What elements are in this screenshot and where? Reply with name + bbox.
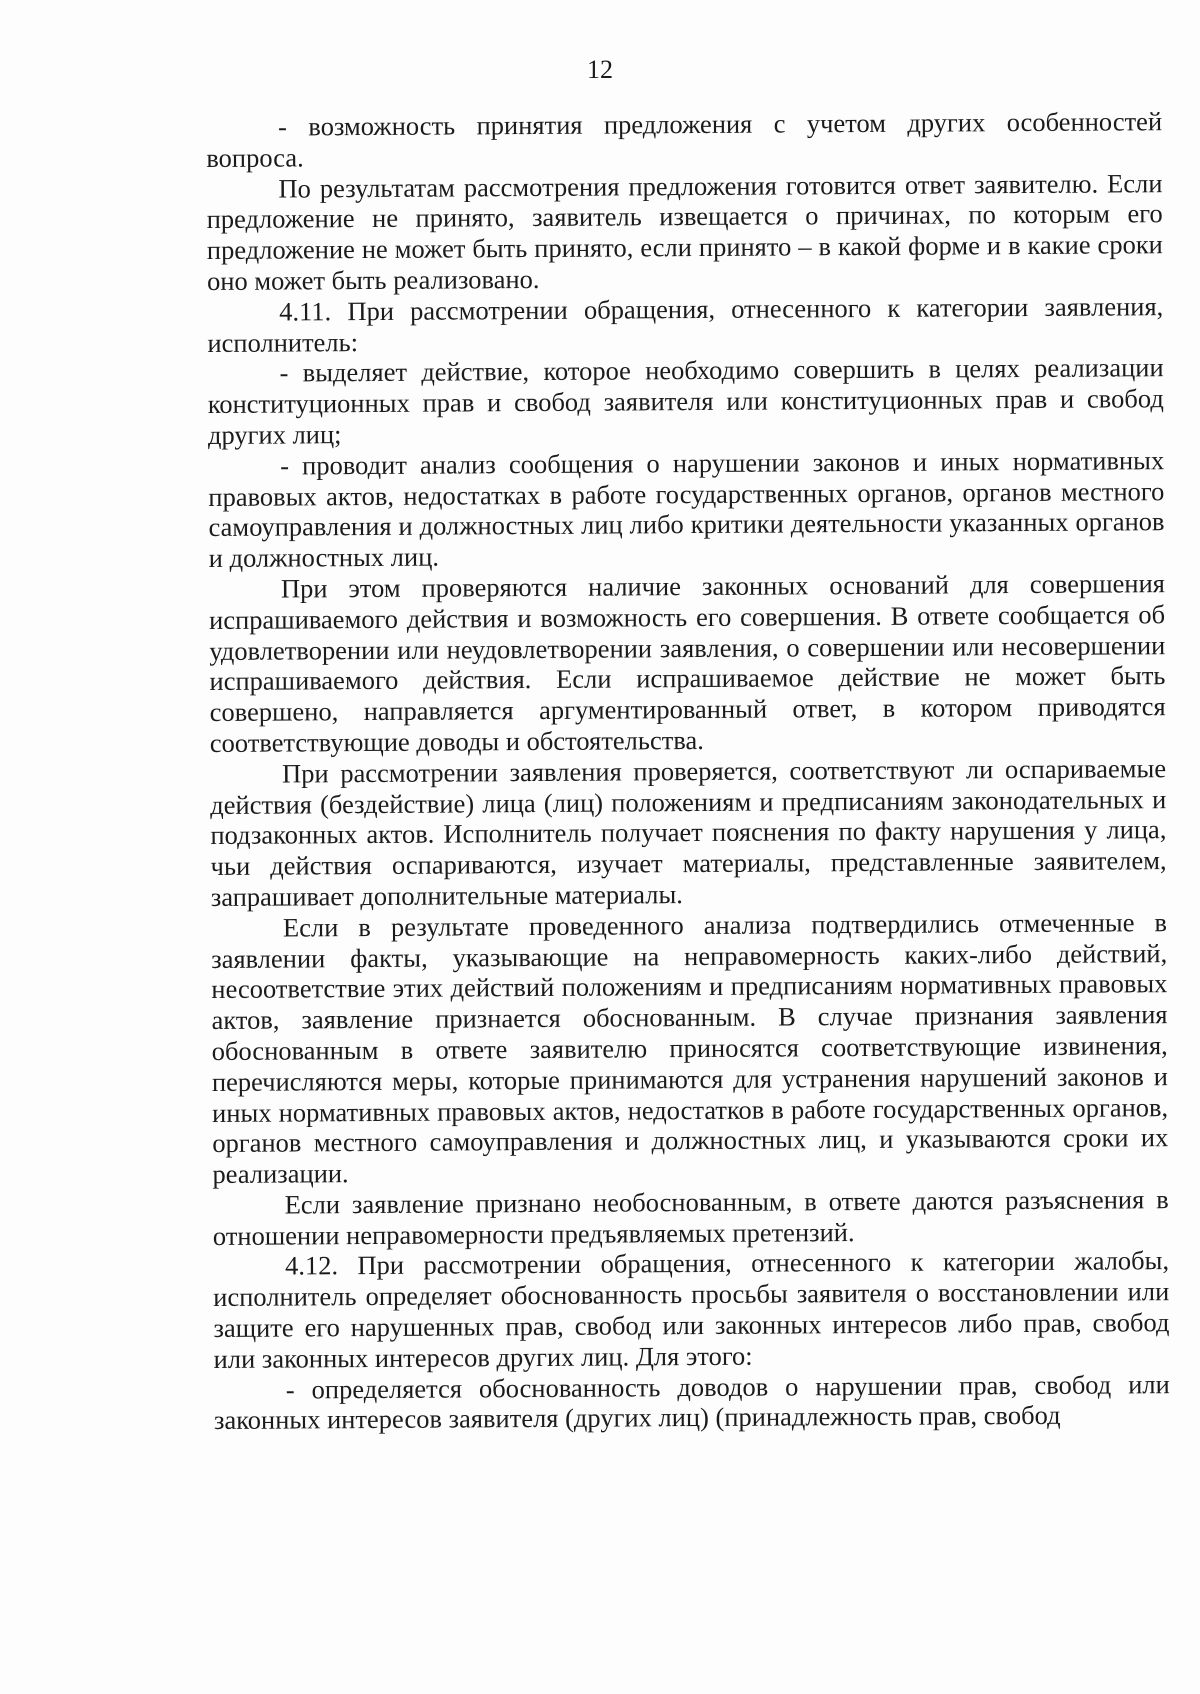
document-body	[206, 106, 1170, 1436]
paragraph: - определяется обоснованность доводов о нарушении прав, свобод или законных интересов заявителя (других лиц) (принадлежность прав, свобод	[213, 1368, 1170, 1436]
paragraph: Если в результате проведенного анализа подтвердились отмеченные в заявлении факты, указывающие на неправомерность каких-либо действий, несоответствие этих действий положениям и предписаниям нормативных правовых актов, заявление признается обоснованным. В случае признания заявления обоснованным в ответе заявителю приносятся соответствующие извинения, перечисляются меры, которые принимаются для устранения нарушений законов и иных нормативных правовых актов, недостатков в работе государственных органов, органов местного самоуправления и должностных лиц, и указываются сроки их реализации.	[211, 906, 1169, 1190]
paragraph: 4.12. При рассмотрении обращения, отнесенного к категории жалобы, исполнитель определяет обоснованность просьбы заявителя о восстановлении или защите его нарушенных прав, свобод или законных интересов либо прав, свобод или законных интересов других лиц. Для этого:	[213, 1245, 1170, 1374]
paragraph: По результатам рассмотрения предложения готовится ответ заявителю. Если предложение не принято, заявитель извещается о причинах, по которым его предложение не может быть принято, если принято – в какой форме и в какие сроки оно может быть реализовано.	[206, 167, 1163, 296]
paragraph: - проводит анализ сообщения о нарушении законов и иных нормативных правовых актов, недостатках в работе государственных органов, органов местного самоуправления и должностных лиц либо критики деятельности указанных органов и должностных лиц.	[208, 444, 1165, 574]
paragraph: 4.11. При рассмотрении обращения, отнесенного к категории заявления, исполнитель:	[207, 290, 1164, 358]
paragraph: При рассмотрении заявления проверяется, соответствуют ли оспариваемые действия (бездействие) лица (лиц) положениям и предписаниям законодательных и подзаконных актов. Исполнитель получает пояснения по факту нарушения у лица, чьи действия оспариваются, изучает материалы, представленные заявителем, запрашивает дополнительные материалы.	[210, 752, 1167, 912]
paragraph: - выделяет действие, которое необходимо совершить в целях реализации конституционных прав и свобод заявителя или конституционных прав и свобод других лиц;	[207, 352, 1164, 450]
page-number: 12	[587, 55, 613, 84]
paragraph: При этом проверяются наличие законных оснований для совершения испрашиваемого действия и возможность его совершения. В ответе сообщается об удовлетворении или неудовлетворении заявления, о совершении или несовершении испрашиваемого действия. Если испрашиваемое действие не может быть совершено, направляется аргументированный ответ, в котором приводятся соответствующие доводы и обстоятельства.	[209, 568, 1166, 758]
paragraph: Если заявление признано необоснованным, в ответе даются разъяснения в отношении неправомерности предъявляемых претензий.	[212, 1184, 1169, 1251]
paragraph: - возможность принятия предложения с учетом других особенностей вопроса.	[206, 106, 1163, 173]
